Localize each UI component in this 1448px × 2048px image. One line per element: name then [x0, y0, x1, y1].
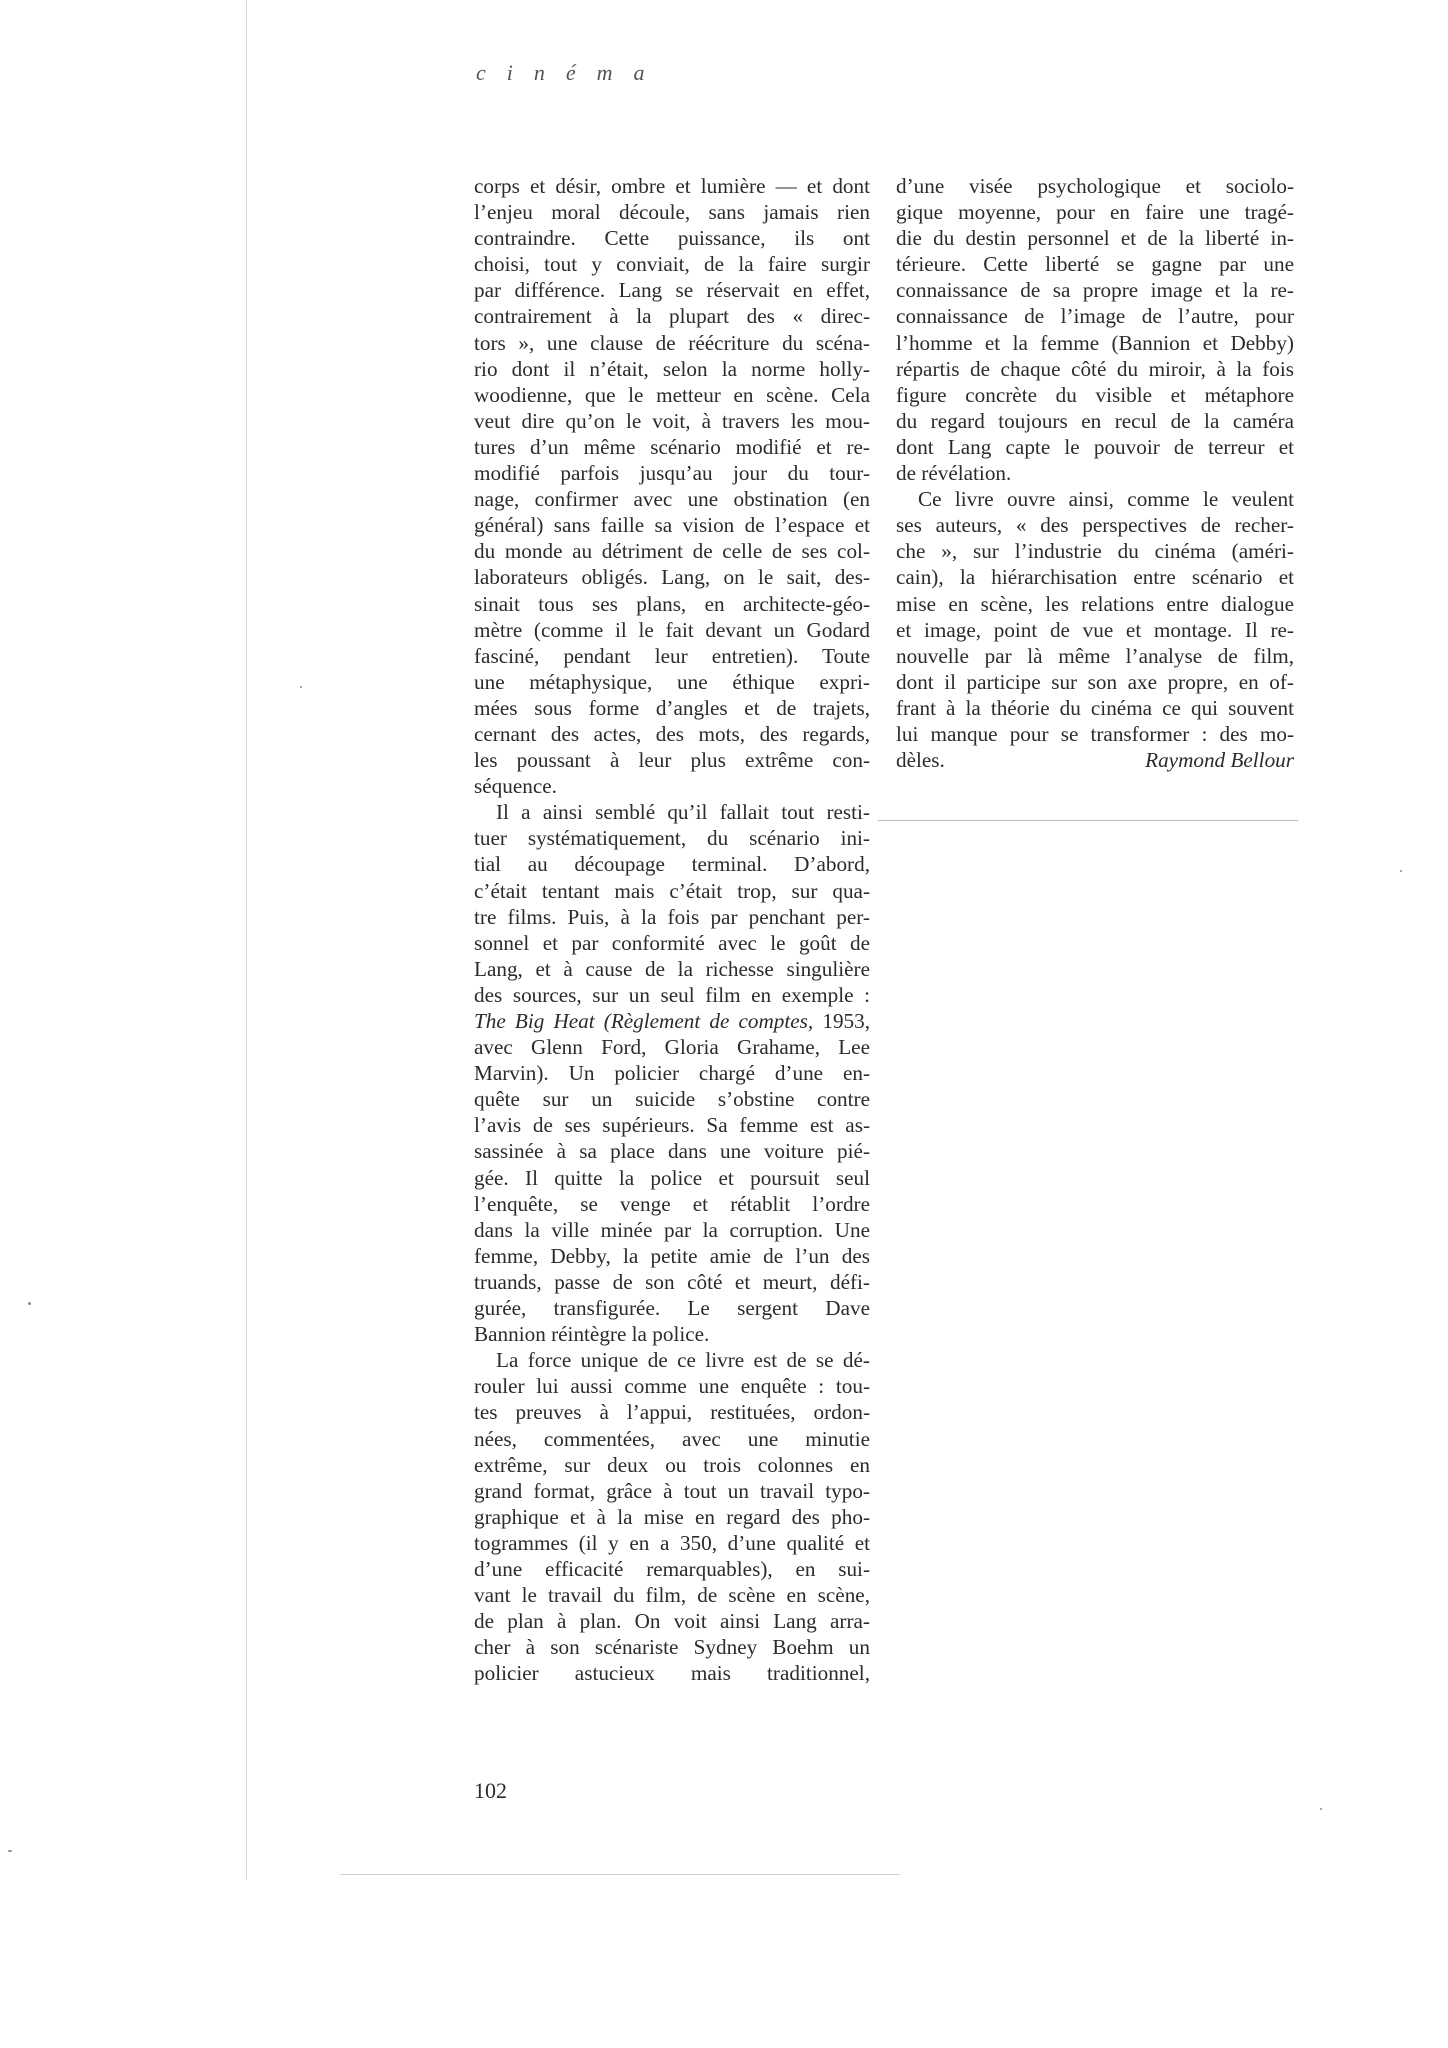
text-line: rio dont il n’était, selon la norme holly-	[474, 356, 870, 381]
text-line: par différence. Lang se réservait en effet,	[474, 278, 870, 303]
paper-speck	[300, 686, 302, 688]
text-line: che », sur l’industrie du cinéma (améri-	[896, 539, 1294, 564]
text-line: togrammes (il y en a 350, d’une qualité et	[474, 1530, 870, 1555]
text-line: figure concrète du visible et métaphore	[896, 382, 1294, 407]
text-line: contraindre. Cette puissance, ils ont	[474, 226, 870, 251]
text-line: sassinée à sa place dans une voiture pié-	[474, 1139, 870, 1164]
section-header: cinéma	[476, 60, 666, 85]
text-line: tuer systématiquement, du scénario ini-	[474, 826, 870, 851]
text-line: l’avis de ses supérieurs. Sa femme est as-	[474, 1113, 870, 1138]
text-line: Il a ainsi semblé qu’il fallait tout resti-	[496, 800, 870, 825]
text-column-right	[896, 173, 1294, 773]
text-line: du regard toujours en recul de la caméra	[896, 408, 1294, 433]
text-line: Lang, et à cause de la richesse singulière	[474, 956, 870, 981]
signature-row	[896, 747, 1294, 773]
text-line: ses auteurs, « des perspectives de recher-	[896, 513, 1294, 538]
text-line: rouler lui aussi comme une enquête : tou-	[474, 1374, 870, 1399]
text-line: sonnel et par conformité avec le goût de	[474, 930, 870, 955]
text-line: Marvin). Un policier chargé d’une en-	[474, 1061, 870, 1086]
text-line: des sources, sur un seul film en exemple :	[474, 982, 870, 1007]
text-line: tors », une clause de réécriture du scéna-	[474, 330, 870, 355]
text-line: les poussant à leur plus extrême con-	[474, 748, 870, 773]
text-line: laborateurs obligés. Lang, on le sait, des-	[474, 565, 870, 590]
text-line: d’une visée psychologique et sociolo-	[896, 174, 1294, 198]
text-line: dans la ville minée par la corruption. Une	[474, 1217, 870, 1242]
paper-speck	[1400, 870, 1402, 872]
text-line: une métaphysique, une éthique expri-	[474, 669, 870, 694]
film-year: 1953,	[822, 1009, 871, 1033]
text-line: c’était tentant mais c’était trop, sur qua-	[474, 878, 870, 903]
text-line: l’homme et la femme (Bannion et Debby)	[896, 330, 1294, 355]
text-line: dont il participe sur son axe propre, en of-	[896, 669, 1294, 694]
clipping-left-edge	[246, 0, 247, 1880]
text-line: contrairement à la plupart des « direc-	[474, 304, 870, 329]
text-line: nées, commentées, avec une minutie	[474, 1426, 870, 1451]
text-line: dont Lang capte le pouvoir de terreur et	[896, 434, 1294, 459]
paper-speck	[1320, 1808, 1322, 1810]
text-line: tial au découpage terminal. D’abord,	[474, 852, 870, 877]
text-line: Bannion réintègre la police.	[474, 1322, 710, 1347]
text-line: connaissance de sa propre image et la re-	[896, 278, 1294, 303]
text-line: corps et désir, ombre et lumière — et dont	[474, 174, 870, 198]
text-line	[474, 1008, 870, 1034]
film-french-title: (Règlement de comptes,	[603, 1009, 814, 1033]
text-line: séquence.	[474, 774, 557, 799]
text-line: tes preuves à l’appui, restituées, ordon-	[474, 1400, 870, 1425]
text-column-left	[474, 173, 870, 1686]
author-signature: Raymond Bellour	[1145, 748, 1294, 773]
paper-speck	[28, 1302, 31, 1305]
text-line: policier astucieux mais traditionnel,	[474, 1661, 870, 1686]
text-line: quête sur un suicide s’obstine contre	[474, 1087, 870, 1112]
text-line: mées sous forme d’angles et de trajets,	[474, 695, 870, 720]
text-line: du monde au détriment de celle de ses col-	[474, 539, 870, 564]
page-number: 102	[474, 1778, 507, 1803]
text-line: nouvelle par là même l’analyse de film,	[896, 643, 1294, 668]
text-line: woodienne, que le metteur en scène. Cela	[474, 382, 870, 407]
text-line: tre films. Puis, à la fois par penchant per-	[474, 904, 870, 929]
text-line: avec Glenn Ford, Gloria Grahame, Lee	[474, 1035, 870, 1060]
text-line: modifié parfois jusqu’au jour du tour-	[474, 461, 870, 486]
text-line: gique moyenne, pour en faire une tragé-	[896, 200, 1294, 225]
text-line: général) sans faille sa vision de l’espace et	[474, 513, 870, 538]
text-line: l’enjeu moral découle, sans jamais rien	[474, 200, 870, 225]
text-line: de révélation.	[896, 461, 1012, 486]
text-line: sinait tous ses plans, en architecte-géo-	[474, 591, 870, 616]
text-line: térieure. Cette liberté se gagne par une	[896, 252, 1294, 277]
text-line: cernant des actes, des mots, des regards,	[474, 721, 870, 746]
text-line: répartis de chaque côté du miroir, à la fois	[896, 356, 1294, 381]
text-line: de plan à plan. On voit ainsi Lang arra-	[474, 1609, 870, 1634]
text-line: gée. Il quitte la police et poursuit seul	[474, 1165, 870, 1190]
text-line: dèles.	[896, 748, 945, 773]
paper-speck	[8, 1850, 12, 1852]
text-line: cain), la hiérarchisation entre scénario et	[896, 565, 1294, 590]
text-line: La force unique de ce livre est de se dé-	[496, 1348, 870, 1373]
text-line: femme, Debby, la petite amie de l’un des	[474, 1243, 870, 1268]
text-line: cher à son scénariste Sydney Boehm un	[474, 1635, 870, 1660]
text-line: frant à la théorie du cinéma ce qui souvent	[896, 695, 1294, 720]
text-line: gurée, transfigurée. Le sergent Dave	[474, 1296, 870, 1321]
text-line: et image, point de vue et montage. Il re-	[896, 617, 1294, 642]
text-line: die du destin personnel et de la liberté in-	[896, 226, 1294, 251]
text-line: mètre (comme il le fait devant un Godard	[474, 617, 870, 642]
text-line: Ce livre ouvre ainsi, comme le veulent	[918, 487, 1294, 512]
text-line: graphique et à la mise en regard des pho-	[474, 1504, 870, 1529]
text-line: d’une efficacité remarquables), en sui-	[474, 1556, 870, 1581]
clipping-bottom-edge	[340, 1874, 900, 1875]
text-line: extrême, sur deux ou trois colonnes en	[474, 1452, 870, 1477]
text-line: truands, passe de son côté et meurt, défi-	[474, 1269, 870, 1294]
text-line: grand format, grâce à tout un travail typo-	[474, 1478, 870, 1503]
text-line: veut dire qu’on le voit, à travers les mou-	[474, 408, 870, 433]
text-line: choisi, tout y conviait, de la faire surgir	[474, 252, 870, 277]
text-line: mise en scène, les relations entre dialogue	[896, 591, 1294, 616]
film-title: The Big Heat	[474, 1009, 595, 1033]
text-line: connaissance de l’image de l’autre, pour	[896, 304, 1294, 329]
text-line: fasciné, pendant leur entretien). Toute	[474, 643, 870, 668]
text-line: vant le travail du film, de scène en scène,	[474, 1583, 870, 1608]
text-line: l’enquête, se venge et rétablit l’ordre	[474, 1191, 870, 1216]
clipping-right-bottom-edge	[878, 820, 1298, 821]
text-line: tures d’un même scénario modifié et re-	[474, 434, 870, 459]
text-line: lui manque pour se transformer : des mo-	[896, 721, 1294, 746]
text-line: nage, confirmer avec une obstination (en	[474, 487, 870, 512]
